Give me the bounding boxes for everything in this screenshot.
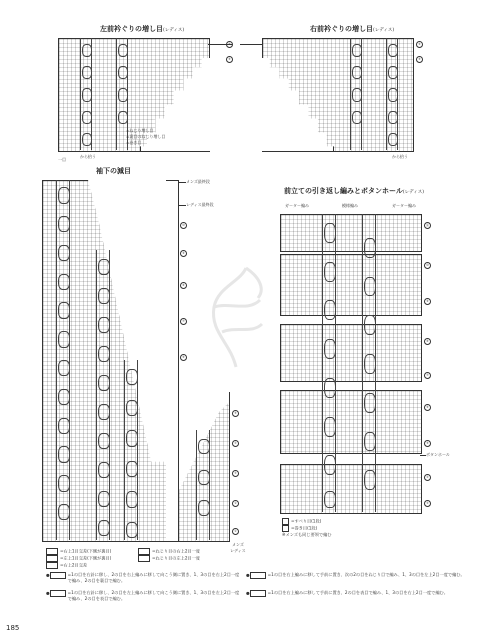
button-legend <box>282 518 331 538</box>
sleeve-cable-4 <box>196 430 210 540</box>
buttonhole-label <box>426 452 450 458</box>
twist-left-symbol-icon <box>138 555 150 562</box>
note-2-symbol-icon <box>50 590 66 597</box>
left-end-label-text: 一目 <box>58 157 66 162</box>
legend-neck-item-3: =巻き目 <box>126 140 142 145</box>
ladies-tag-button: (レディス) <box>402 190 425 195</box>
sleeve-rownum-1: ⑩ <box>180 222 189 229</box>
left-neck-rownum-2: ⑤ <box>226 56 235 63</box>
button-rownum-2: ⑩ <box>424 262 433 269</box>
right-neck-title-text: 右前衿ぐりの増し目 <box>310 25 373 33</box>
buttonhole-block-4 <box>280 390 422 454</box>
cable-pattern-text: 模様編み <box>342 203 358 208</box>
legend-button-2-text: =巻き目(1段) <box>291 525 318 531</box>
leaf-watermark-icon <box>200 262 272 372</box>
button-rownum-8: ④ <box>424 474 433 481</box>
left-from-start-text: から拾う <box>80 154 96 159</box>
cable-pattern-label <box>342 203 358 209</box>
note-3-text: =1の目を右上編みに移して手前に置き、次の2の目をねじり目で編み、1、3の目を左上2目一度で編む。 <box>267 572 465 577</box>
sleeve-leader-ladies <box>178 205 186 206</box>
note-2-text: =1の目を右針に移し、2の目を左上編みに移して向こう側に置き、1、3の目を左上2目一度で編み、2の目を表目で編む。 <box>67 590 240 601</box>
note-1-text: =1の目を右針に移し、2の目を右上編みに移して向こう側に置き、1、3の目を右上2目一度で編み、2の目を裏目で編む。 <box>67 572 240 583</box>
ladies-end-label-text: レディス最終段 <box>186 202 214 207</box>
sleeve-legend-left <box>46 548 111 569</box>
cross-left-symbol-icon <box>46 555 58 562</box>
legend-sleeve-3 <box>46 562 111 569</box>
sleeve-ladies-text: レディス <box>230 548 246 553</box>
buttonhole-cable-1 <box>322 214 336 512</box>
ladies-end-label <box>186 202 214 208</box>
legend-sleeve-4 <box>138 548 200 555</box>
note-1-symbol-icon <box>50 572 66 579</box>
mens-end-label <box>186 179 210 185</box>
legend-sleeve-5 <box>138 555 200 562</box>
legend-neck-item-2: =裏目のねじり増し目 <box>126 134 166 139</box>
left-end-label <box>58 157 66 163</box>
cross-two-symbol-icon <box>46 562 58 569</box>
note-4-symbol-icon <box>250 590 266 597</box>
legend-button-1-text: =すべり目(1段) <box>291 518 322 524</box>
legend-sleeve-3-text: =右上2目交差 <box>60 562 88 568</box>
left-from-start <box>80 154 96 160</box>
legend-button-3: ※メンズも同じ要領で編む <box>282 532 332 537</box>
button-rownum-5: ⑦ <box>424 372 433 379</box>
garter-right-text: ガーター編み <box>392 203 416 208</box>
right-neck-cable-2 <box>386 38 398 150</box>
button-rownum-1: ⑪ <box>425 223 429 227</box>
sleeve-rownum-3: ⑧ <box>180 282 189 289</box>
left-neck-rownum: ⑥ <box>226 41 235 48</box>
note-2-bullet: ● <box>46 590 50 596</box>
legend-button-1 <box>282 518 331 525</box>
legend-sleeve-1-text: =右上1目交差(下側が裏目) <box>60 548 112 554</box>
buttonhole-block-5 <box>280 464 422 514</box>
sleeve-rownum-4: ⑦ <box>180 318 189 325</box>
wrap-stitch-symbol-icon <box>282 525 289 532</box>
sleeve-rownum-9: ② <box>232 500 241 507</box>
cross-right-symbol-icon <box>46 548 58 555</box>
buttonhole-cable-2 <box>362 214 376 512</box>
page-number: 185 <box>6 624 20 632</box>
garter-left-label <box>285 203 309 209</box>
note-4-bullet: ● <box>246 590 250 596</box>
sleeve-ladies-label <box>230 548 246 554</box>
legend-button-2 <box>282 525 331 532</box>
buttonhole-label-text: ボタンホール <box>426 452 450 457</box>
note-2 <box>46 590 240 602</box>
note-1-bullet: ● <box>46 572 50 578</box>
button-rownum-4: ⑧ <box>424 338 433 345</box>
legend-sleeve-2 <box>46 555 111 562</box>
sleeve-rownum-6: ⑤ <box>232 410 241 417</box>
sleeve-center-column <box>166 180 179 542</box>
note-4 <box>246 590 468 597</box>
legend-sleeve-5-text: =ねじり目の左上2目一度 <box>152 555 201 561</box>
garter-left-text: ガーター編み <box>285 203 309 208</box>
legend-sleeve-4-text: =ねじり目の右上2目一度 <box>152 548 201 554</box>
left-neck-legend <box>126 128 165 146</box>
button-rownum-7: ⑤ <box>424 440 433 447</box>
right-from-start-text: から拾う <box>392 154 408 159</box>
sleeve-mens-text: メンズ <box>232 542 244 547</box>
note-1 <box>46 572 240 584</box>
ladies-tag: (レディス) <box>163 28 185 33</box>
button-rownum-9: ③ <box>424 500 433 507</box>
garter-right-label <box>392 203 416 209</box>
sleeve-rownum-2: ⑨ <box>180 250 189 257</box>
sleeve-cable-1 <box>56 180 70 540</box>
button-rownum-3: ⑨ <box>424 298 433 305</box>
right-neck-leader <box>240 44 262 45</box>
mens-end-label-text: メンズ最終段 <box>186 179 210 184</box>
button-rownum-6: ⑥ <box>424 404 433 411</box>
note-3 <box>246 572 468 579</box>
sleeve-rownum-7: ④ <box>232 440 241 447</box>
note-3-bullet: ● <box>246 572 250 578</box>
buttonhole-block-3 <box>280 324 422 382</box>
legend-neck-item-1: =ねじり増し目 <box>126 128 154 133</box>
left-neck-cable-1 <box>80 38 92 150</box>
left-neck-title-text: 左前衿ぐりの増し目 <box>100 25 163 33</box>
note-4-text: =1の目を右上編みに移して手前に置き、2の目を表目で編み、1、3の目を右上2目一度で編む。 <box>267 590 448 595</box>
sleeve-rownum-5: ⑥ <box>180 354 189 361</box>
right-neck-cable-1 <box>350 38 362 150</box>
right-neck-title <box>310 24 394 34</box>
note-3-symbol-icon <box>250 572 266 579</box>
right-neck-rownum-2: ⑤ <box>416 56 425 63</box>
buttonhole-title <box>284 186 424 196</box>
sleeve-rownum-8: ③ <box>232 470 241 477</box>
right-neck-rownum: ⑥ <box>416 41 425 48</box>
buttonhole-block-1 <box>280 214 422 252</box>
twist-right-symbol-icon <box>138 548 150 555</box>
legend-sleeve-2-text: =左上1目交差(下側が裏目) <box>60 555 112 561</box>
legend-sleeve-1 <box>46 548 111 555</box>
sleeve-cable-3 <box>124 360 138 540</box>
right-from-start <box>392 154 408 160</box>
sleeve-rownum-10: ① <box>232 528 241 535</box>
ladies-tag-right: (レディス) <box>373 28 395 33</box>
sleeve-leader-mens <box>178 182 186 183</box>
sleeve-legend-right <box>138 548 200 562</box>
buttonhole-block-2 <box>280 254 422 316</box>
buttonhole-title-text: 前立ての引き返し編みとボタンホール <box>284 187 403 195</box>
sleeve-cable-2 <box>96 250 110 540</box>
left-neck-title <box>100 24 184 34</box>
sleeve-title-text: 袖下の減目 <box>96 167 131 175</box>
slip-stitch-symbol-icon <box>282 518 289 525</box>
sleeve-title <box>96 166 131 176</box>
